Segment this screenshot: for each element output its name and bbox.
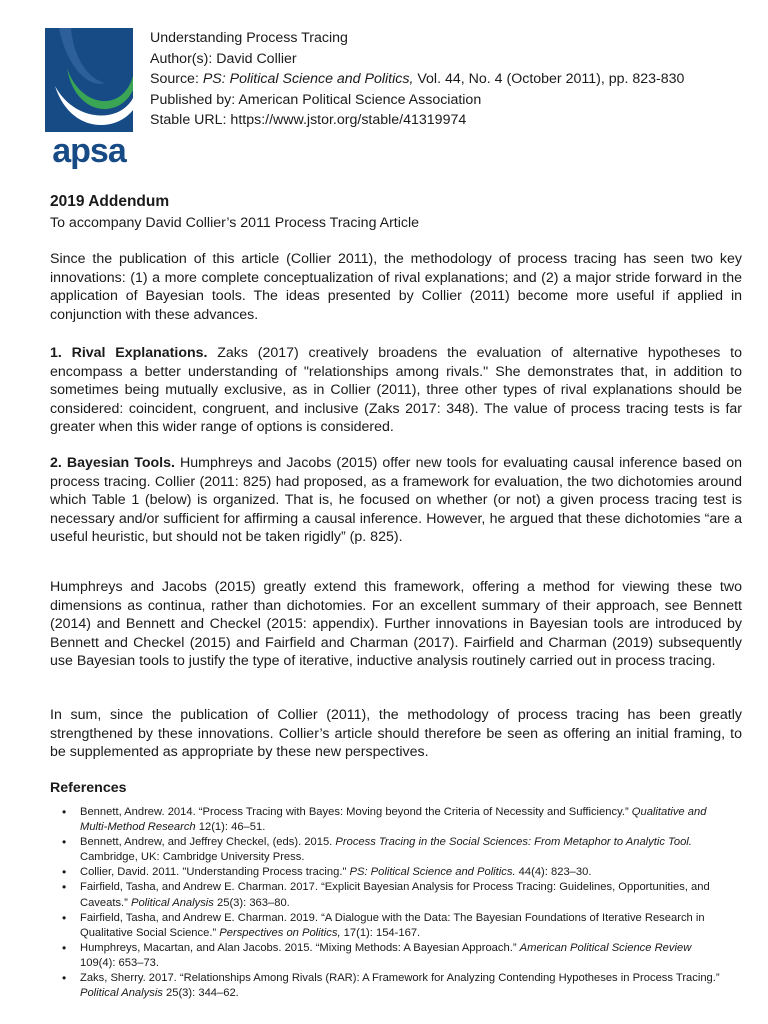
reference-item: • Zaks, Sherry. 2017. “Relationships Among Rivals (RAR): A Framework for Analyzing Contending Hypotheses in Process Tracing.” Political Analysis 25(3): 344–62.: [62, 971, 722, 1001]
article-publisher: Published by: American Political Science Association: [150, 91, 482, 108]
article-source: Source: PS: Political Science and Politics, Vol. 44, No. 4 (October 2011), pp. 823-830: [150, 71, 685, 87]
references-list: [62, 805, 722, 1001]
bayesian-tools-paragraph: 2. Bayesian Tools. Humphreys and Jacobs (2015) offer new tools for evaluating causal inference based on process tracing. Collier (2011: 825) had proposed, as a framework for evaluation, the two dichotomies around which Table 1 (below) is organized. That is, he focused on whether (or not) a given process tracing test is necessary and/or sufficient for affirming a causal inference. However, he argued that these dichotomies “are a useful heuristic, but should not be taken rigidly” (p. 825).: [50, 455, 742, 546]
source-journal: PS: Political Science and Politics,: [202, 71, 414, 87]
citation-header: [150, 28, 750, 131]
logo-swoosh-icon: [45, 28, 133, 132]
reference-item: • Bennett, Andrew. 2014. “Process Tracing with Bayes: Moving beyond the Criteria of Necessity and Sufficiency.” Qualitative and Multi-Method Research 12(1): 46–51.: [62, 805, 722, 835]
article-title: Understanding Process Tracing: [150, 30, 348, 46]
reference-item: • Humphreys, Macartan, and Alan Jacobs. 2015. “Mixing Methods: A Bayesian Approach.” American Political Science Review 109(4): 653–73.: [62, 941, 722, 971]
reference-item: • Bennett, Andrew, and Jeffrey Checkel, (eds). 2015. Process Tracing in the Social Sciences: From Metaphor to Analytic Tool. Cambridge, UK: Cambridge University Press.: [62, 835, 722, 865]
references-heading: References: [50, 780, 127, 796]
stable-url[interactable]: Stable URL: https://www.jstor.org/stable/41319974: [150, 112, 467, 128]
humphreys-paragraph: Humphreys and Jacobs (2015) greatly extend this framework, offering a method for viewing these two dimensions as continua, rather than dichotomies. For an excellent summary of their approach, see Bennett (2014) and Bennett and Checkel (2015: appendix). Further innovations in Bayesian tools are introduced by Bennett and Checkel (2015) and Fairfield and Charman (2017). Fairfield and Charman (2019) subsequently use Bayesian tools to justify the type of iterative, inductive analysis routinely carried out in process tracing.: [50, 579, 742, 670]
apsa-logo: [45, 28, 133, 172]
reference-item: • Collier, David. 2011. "Understanding Process tracing." PS: Political Science and Politics. 44(4): 823–30.: [62, 865, 722, 880]
bayes-heading: 2. Bayesian Tools.: [50, 455, 175, 471]
reference-item: • Fairfield, Tasha, and Andrew E. Charman. 2017. “Explicit Bayesian Analysis for Process Tracing: Guidelines, Opportunities, and Caveats.” Political Analysis 25(3): 363–80.: [62, 880, 722, 910]
summary-paragraph: In sum, since the publication of Collier (2011), the methodology of process tracing has been greatly strengthened by these innovations. Collier’s article should therefore be seen as offering an initial framing, to be supplemented as appropriate by these new perspectives.: [50, 707, 742, 761]
rival-explanations-paragraph: 1. Rival Explanations. Zaks (2017) creatively broadens the evaluation of alternative hypotheses to encompass a better understanding of "relationships among rivals." She demonstrates that, in addition to sometimes being mutually exclusive, as in Collier (2011), three other types of rival explanations should be considered: coincident, congruent, and inclusive (Zaks 2017: 348). The value of process tracing tests is far greater when this wider range of options is considered.: [50, 345, 742, 436]
logo-square: [45, 28, 133, 132]
logo-text: apsa: [52, 132, 126, 170]
rival-heading: 1. Rival Explanations.: [50, 345, 208, 361]
addendum-subtitle: To accompany David Collier’s 2011 Process Tracing Article: [50, 215, 420, 231]
addendum-title: 2019 Addendum: [50, 193, 170, 210]
article-authors: Author(s): David Collier: [150, 50, 297, 67]
intro-paragraph: Since the publication of this article (Collier 2011), the methodology of process tracing has seen two key innovations: (1) a more complete conceptualization of rival explanations; and (2) a major stride forward in the application of Bayesian tools. The ideas presented by Collier (2011) become more useful if applied in conjunction with these advances.: [50, 251, 742, 323]
reference-item: • Fairfield, Tasha, and Andrew E. Charman. 2019. “A Dialogue with the Data: The Bayesian Foundations of Iterative Research in Qualitative Social Science.” Perspectives on Politics, 17(1): 154-167.: [62, 911, 722, 941]
